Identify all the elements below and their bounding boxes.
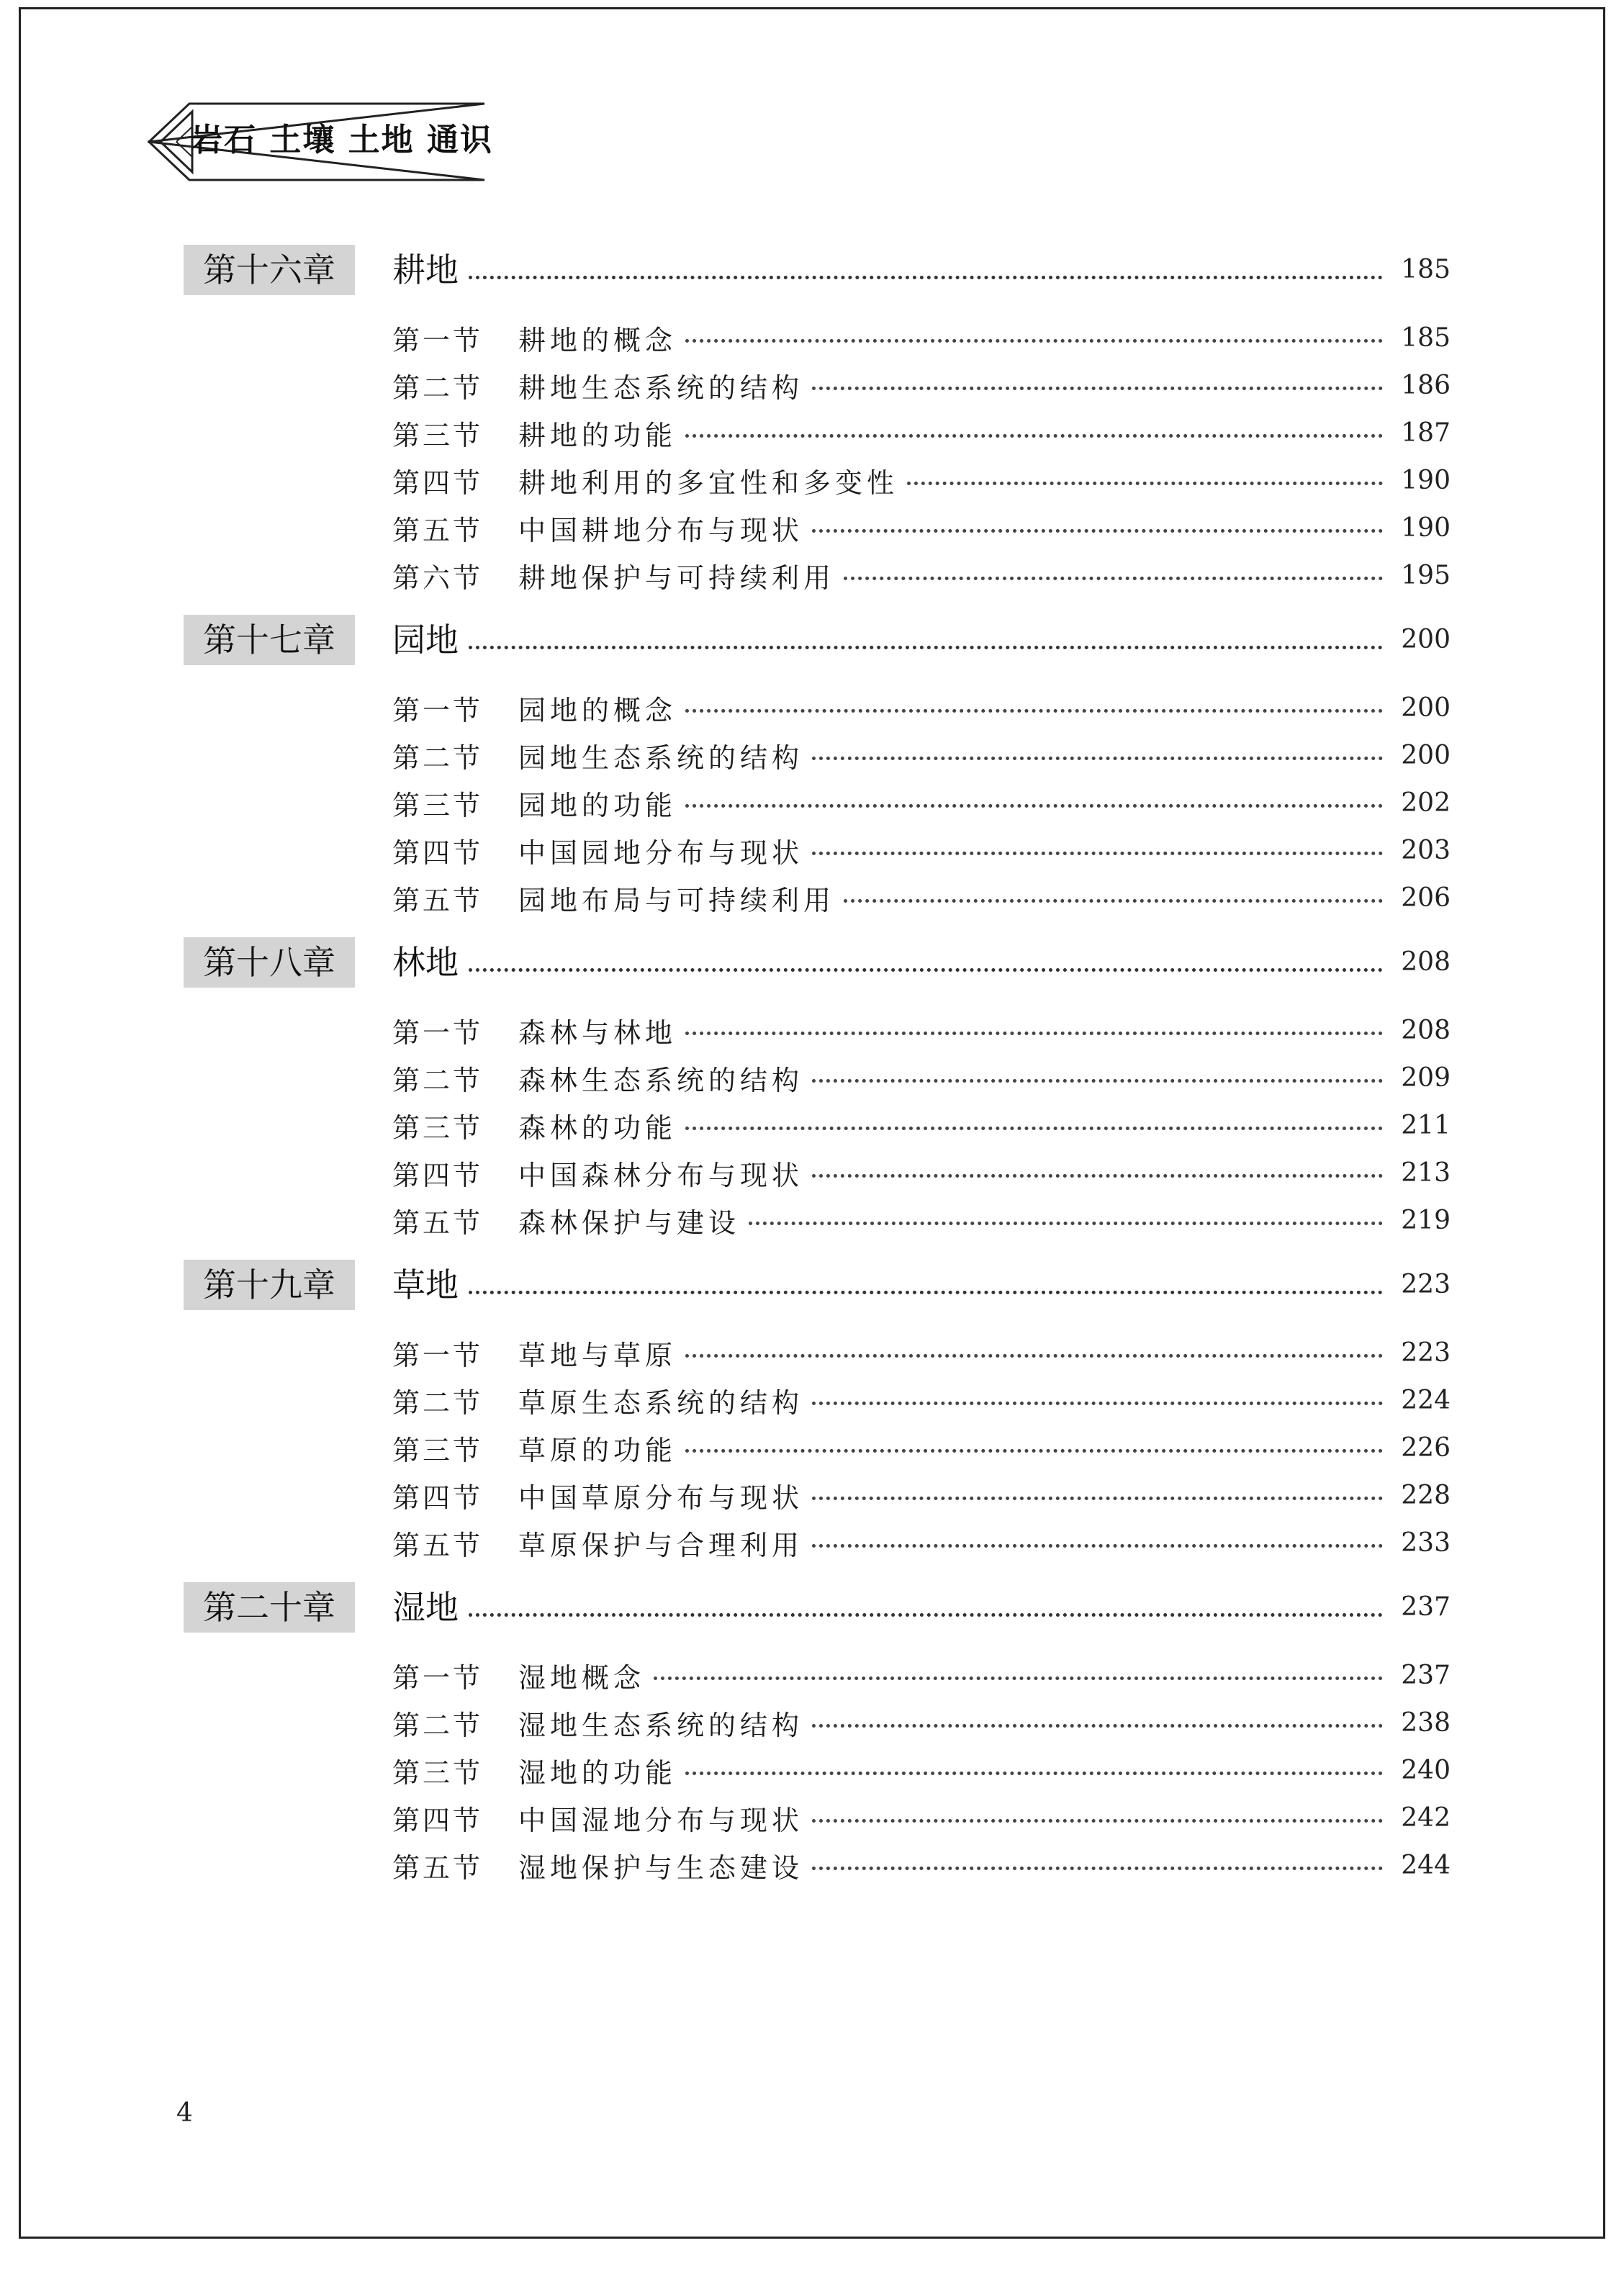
dot-leader (812, 1402, 1383, 1405)
chapter-group (184, 1260, 1451, 1566)
section-entry[interactable] (392, 409, 1451, 456)
chapter-page-number: 185 (1401, 255, 1451, 284)
section-entry[interactable] (392, 361, 1451, 409)
dot-leader (685, 1449, 1383, 1453)
section-number: 第二节 (392, 371, 484, 404)
section-title: 中国湿地分布与现状 (518, 1804, 804, 1836)
chapter-label: 第十六章 (184, 245, 355, 295)
section-entry[interactable] (392, 1424, 1451, 1471)
chapter-label: 第十八章 (184, 937, 355, 988)
section-entry[interactable] (392, 1149, 1451, 1196)
section-page-number: 244 (1401, 1850, 1451, 1880)
chapter-page-number: 223 (1401, 1270, 1451, 1299)
section-number: 第三节 (392, 1434, 484, 1466)
section-title: 耕地生态系统的结构 (518, 371, 804, 404)
chapter-line (392, 1582, 1451, 1633)
section-number: 第二节 (392, 1709, 484, 1741)
section-page-number: 190 (1401, 513, 1451, 543)
section-title: 园地布局与可持续利用 (518, 884, 836, 916)
section-number: 第三节 (392, 1756, 484, 1789)
section-page-number: 195 (1401, 560, 1451, 590)
section-title: 湿地保护与生态建设 (518, 1851, 804, 1884)
section-title: 森林与林地 (518, 1016, 677, 1049)
dot-leader (469, 968, 1383, 972)
dot-leader (685, 339, 1383, 343)
chapter-label: 第十七章 (184, 615, 355, 665)
dot-leader (812, 852, 1383, 855)
dot-leader (685, 804, 1383, 808)
section-number: 第四节 (392, 466, 484, 499)
section-entry[interactable] (392, 504, 1451, 551)
chapter-line (392, 245, 1451, 295)
book-header-logo (148, 101, 493, 184)
section-page-number: 211 (1401, 1110, 1451, 1140)
section-number: 第五节 (392, 884, 484, 916)
section-number: 第一节 (392, 1661, 484, 1694)
section-page-number: 202 (1401, 788, 1451, 818)
section-page-number: 186 (1401, 370, 1451, 400)
chapter-group (184, 937, 1451, 1244)
section-number: 第四节 (392, 1481, 484, 1514)
dot-leader (907, 482, 1383, 485)
section-number: 第四节 (392, 836, 484, 869)
section-title: 湿地的功能 (518, 1756, 677, 1789)
section-title: 中国耕地分布与现状 (518, 514, 804, 546)
chapter-entry[interactable] (184, 1260, 1451, 1319)
section-entry[interactable] (392, 684, 1451, 731)
section-title: 耕地的功能 (518, 419, 677, 451)
section-page-number: 190 (1401, 465, 1451, 495)
section-number: 第五节 (392, 1206, 484, 1239)
section-entry[interactable] (392, 874, 1451, 921)
section-entry[interactable] (392, 826, 1451, 874)
section-number: 第四节 (392, 1159, 484, 1191)
chapter-line (392, 615, 1451, 665)
chapter-entry[interactable] (184, 937, 1451, 996)
section-title: 中国森林分布与现状 (518, 1159, 804, 1191)
section-entry[interactable] (392, 1471, 1451, 1519)
chapter-page-number: 200 (1401, 625, 1451, 654)
section-page-number: 223 (1401, 1337, 1451, 1368)
dot-leader (469, 1613, 1383, 1617)
section-page-number: 233 (1401, 1527, 1451, 1558)
section-entry[interactable] (392, 551, 1451, 599)
section-title: 园地的功能 (518, 789, 677, 821)
chapter-label: 第十九章 (184, 1260, 355, 1310)
section-number: 第二节 (392, 1386, 484, 1419)
dot-leader (685, 1772, 1383, 1775)
section-number: 第一节 (392, 1016, 484, 1049)
section-entry[interactable] (392, 456, 1451, 504)
chapter-page-number: 237 (1401, 1592, 1451, 1622)
section-number: 第二节 (392, 1064, 484, 1096)
dot-leader (812, 1079, 1383, 1083)
section-entry[interactable] (392, 1746, 1451, 1794)
section-entry[interactable] (392, 1841, 1451, 1889)
section-page-number: 226 (1401, 1432, 1451, 1463)
section-title: 森林生态系统的结构 (518, 1064, 804, 1096)
chapter-entry[interactable] (184, 1582, 1451, 1641)
chapter-page-number: 208 (1401, 947, 1451, 977)
section-entry[interactable] (392, 731, 1451, 779)
section-entry[interactable] (392, 1519, 1451, 1566)
section-number: 第一节 (392, 1339, 484, 1371)
section-page-number: 238 (1401, 1707, 1451, 1738)
section-entry[interactable] (392, 1699, 1451, 1746)
section-entry[interactable] (392, 1101, 1451, 1149)
section-page-number: 213 (1401, 1157, 1451, 1188)
chapter-title: 草地 (392, 1265, 459, 1304)
section-entry[interactable] (392, 314, 1451, 361)
chapter-group (184, 1582, 1451, 1889)
section-page-number: 206 (1401, 883, 1451, 913)
section-number: 第五节 (392, 514, 484, 546)
section-page-number: 209 (1401, 1062, 1451, 1093)
section-entry[interactable] (392, 1794, 1451, 1841)
chapter-group (184, 245, 1451, 599)
section-number: 第五节 (392, 1851, 484, 1884)
chapter-entry[interactable] (184, 615, 1451, 674)
section-title: 森林的功能 (518, 1111, 677, 1144)
section-page-number: 187 (1401, 418, 1451, 448)
section-page-number: 185 (1401, 322, 1451, 353)
section-page-number: 200 (1401, 692, 1451, 723)
dot-leader (812, 1497, 1383, 1500)
section-title: 草原的功能 (518, 1434, 677, 1466)
section-page-number: 219 (1401, 1205, 1451, 1235)
page-number: 4 (176, 2098, 193, 2128)
table-of-contents (184, 245, 1451, 1905)
section-entry[interactable] (392, 1006, 1451, 1054)
section-title: 园地生态系统的结构 (518, 741, 804, 774)
dot-leader (812, 1174, 1383, 1178)
dot-leader (812, 529, 1383, 533)
section-number: 第一节 (392, 694, 484, 726)
chapter-line (392, 937, 1451, 988)
section-title: 湿地概念 (518, 1661, 646, 1694)
chapter-title: 林地 (392, 943, 459, 982)
chapter-title: 耕地 (392, 251, 459, 289)
section-page-number: 242 (1401, 1802, 1451, 1833)
section-page-number: 237 (1401, 1660, 1451, 1690)
dot-leader (812, 1544, 1383, 1548)
dot-leader (654, 1676, 1383, 1680)
section-entry[interactable] (392, 1329, 1451, 1376)
dot-leader (685, 709, 1383, 713)
section-entry[interactable] (392, 1196, 1451, 1244)
dot-leader (685, 1127, 1383, 1130)
section-page-number: 228 (1401, 1480, 1451, 1510)
section-title: 耕地利用的多宜性和多变性 (518, 466, 899, 499)
section-title: 园地的概念 (518, 694, 677, 726)
section-title: 草地与草原 (518, 1339, 677, 1371)
chapter-title: 湿地 (392, 1588, 459, 1627)
dot-leader (812, 1724, 1383, 1728)
section-entry[interactable] (392, 1376, 1451, 1424)
dot-leader (469, 276, 1383, 279)
chapter-entry[interactable] (184, 245, 1451, 304)
chapter-label: 第二十章 (184, 1582, 355, 1633)
section-title: 草原生态系统的结构 (518, 1386, 804, 1419)
section-page-number: 203 (1401, 835, 1451, 865)
section-number: 第三节 (392, 1111, 484, 1144)
section-title: 中国草原分布与现状 (518, 1481, 804, 1514)
section-number: 第二节 (392, 741, 484, 774)
section-title: 中国园地分布与现状 (518, 836, 804, 869)
dot-leader (812, 1819, 1383, 1823)
dot-leader (469, 646, 1383, 649)
section-number: 第三节 (392, 419, 484, 451)
section-title: 耕地的概念 (518, 324, 677, 356)
section-title: 草原保护与合理利用 (518, 1529, 804, 1561)
section-entry[interactable] (392, 1054, 1451, 1101)
section-title: 湿地生态系统的结构 (518, 1709, 804, 1741)
dot-leader (812, 1867, 1383, 1870)
section-number: 第六节 (392, 561, 484, 594)
section-page-number: 240 (1401, 1755, 1451, 1785)
section-title: 耕地保护与可持续利用 (518, 561, 836, 594)
dot-leader (749, 1222, 1383, 1225)
chapter-line (392, 1260, 1451, 1310)
section-number: 第五节 (392, 1529, 484, 1561)
section-number: 第四节 (392, 1804, 484, 1836)
section-entry[interactable] (392, 1651, 1451, 1699)
dot-leader (844, 899, 1383, 903)
dot-leader (844, 577, 1383, 580)
dot-leader (685, 1354, 1383, 1358)
section-entry[interactable] (392, 779, 1451, 826)
dot-leader (812, 757, 1383, 760)
section-page-number: 208 (1401, 1015, 1451, 1045)
chapter-title: 园地 (392, 620, 459, 659)
section-page-number: 224 (1401, 1385, 1451, 1415)
section-page-number: 200 (1401, 740, 1451, 770)
section-number: 第一节 (392, 324, 484, 356)
dot-leader (812, 387, 1383, 390)
dot-leader (685, 434, 1383, 438)
dot-leader (685, 1032, 1383, 1035)
section-title: 森林保护与建设 (518, 1206, 741, 1239)
section-number: 第三节 (392, 789, 484, 821)
dot-leader (469, 1291, 1383, 1294)
chapter-group (184, 615, 1451, 921)
book-title: 岩石 土壤 土地 通识 (191, 122, 493, 158)
